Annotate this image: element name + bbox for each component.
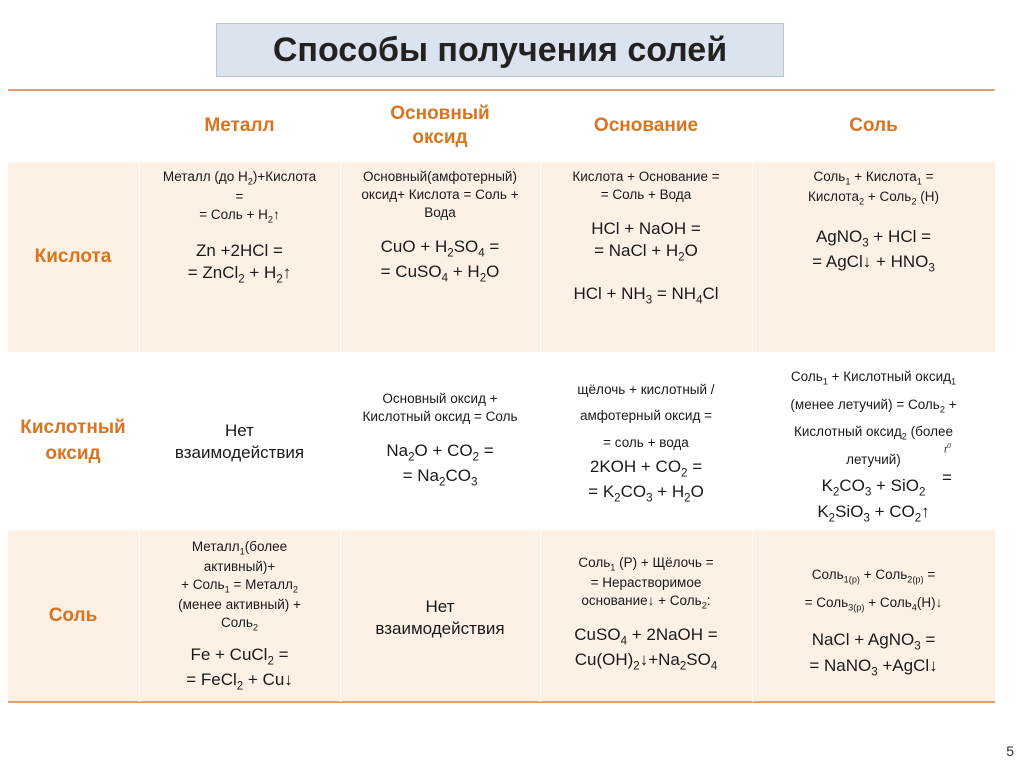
equation: $t^0$ = $K_2CO_3 + SiO_2$ $K_2SiO_3$ + $CO_2↑$ <box>817 441 952 524</box>
equation: $Na_2O + CO_2$ = = $Na_2CO_3$ <box>386 440 494 489</box>
cell-acidoxide-metal: Нет взаимодействия <box>174 421 305 463</box>
col-header-label: Металл <box>204 115 275 137</box>
cell-acid-metal <box>139 168 340 287</box>
equation: AgNO$_3$ + HCl = = AgCl↓ + $HNO_3$ <box>812 226 935 275</box>
slide-title: Способы получения солей <box>272 30 728 69</box>
equals-sign: = <box>942 468 952 488</box>
cell-acid-salt <box>752 168 995 277</box>
cell-acid-base <box>540 168 752 309</box>
cell-salt-basic-oxide: Нет взаимодействия <box>375 597 505 639</box>
equation: $2KOH + CO_2$ = = $K_2CO_3 + H_2O$ <box>588 456 704 505</box>
row-label-text: Кислотный оксид <box>20 417 126 464</box>
equation: Zn +2HCl = = ZnCl$_2$ + $H_2↑$ <box>187 240 292 286</box>
equation: NaCl + AgNO$_3$ = = NaNO$_3$ +AgCl↓ <box>809 630 938 678</box>
slide-title-box <box>216 23 784 77</box>
col-header-salt <box>752 90 995 162</box>
cell-salt-metal <box>139 538 340 694</box>
col-header-label: Основание <box>593 115 699 137</box>
equation: CuO + $H_2SO_4$ = = CuSO$_4$ + $H_2O$ <box>380 236 500 285</box>
col-header-basic-oxide <box>340 90 540 162</box>
equation: HCl + $NH_3 = NH_4Cl$ <box>573 284 719 307</box>
rule-text: Основный оксид + Кислотный оксид = Соль <box>362 391 518 424</box>
page-number: 5 <box>1006 743 1014 759</box>
rule-text: Соль$_1$ (Р) + Щёлочь = = Нерастворимое основание↓ + Соль$_2$: <box>578 555 714 611</box>
cell-acidoxide-basic-oxide <box>340 390 540 491</box>
rule-text: Соль$_{1(р)}$ + Соль$_{2(р)}$ = = Соль$_{3(р)}$ + Соль$_4$(Н)↓ <box>804 567 943 613</box>
rule-text: Соль$_1$ + Кислота$_1$ = Кислота$_2$ + Соль$_2$ (Н) <box>808 169 939 207</box>
rule-text: Металл$_1$(более активный)+ + Соль$_1$ = Металл$_2$ (менее активный) + Соль$_2$ <box>178 539 301 633</box>
cell-acidoxide-base <box>540 377 752 507</box>
col-header-metal <box>139 90 340 162</box>
cell-salt-salt <box>752 562 995 680</box>
row-label-acid <box>8 162 138 352</box>
col-header-label: Основный оксид <box>390 103 490 148</box>
cell-acid-basic-oxide <box>340 168 540 287</box>
col-header-base <box>540 90 752 162</box>
temperature-mark: $t^0$ <box>944 441 951 456</box>
rule-text: Металл (до $H_2)+Кислота$ = = Соль + $H_2↑$ <box>162 169 317 225</box>
row-label-acid-oxide <box>8 352 138 530</box>
cell-salt-base <box>540 554 752 675</box>
rule-text: Основный(амфотерный) оксид+ Кислота = Соль + Вода <box>361 169 519 220</box>
equation: Fe + CuCl$_2$ = = FeCl$_2$ + Cu↓ <box>186 644 293 693</box>
row-label-text: Кислота <box>34 246 112 268</box>
rule-text: Кислота + Основание = = Соль + Вода <box>572 169 720 202</box>
equation: HCl + NaOH = = NaCl + $H_2O$ <box>591 218 701 264</box>
rule-text: щёлочь + кислотный / амфотерный оксид = = соль + вода <box>577 382 715 450</box>
rule-text: Соль$_1$ + Кислотный оксид$_1$ (менее летучий) = Соль$_2$ + Кислотный оксид$_2$ (более летучий) <box>790 369 957 467</box>
row-label-salt <box>8 530 138 702</box>
cell-acidoxide-salt <box>752 364 995 526</box>
col-header-label: Соль <box>849 115 898 137</box>
table-bottom-rule <box>8 701 995 703</box>
equation: CuSO$_4$ + 2NaOH = $Cu(OH)_2↓+Na_2SO_4$ <box>574 624 718 673</box>
row-label-text: Соль <box>48 605 98 627</box>
